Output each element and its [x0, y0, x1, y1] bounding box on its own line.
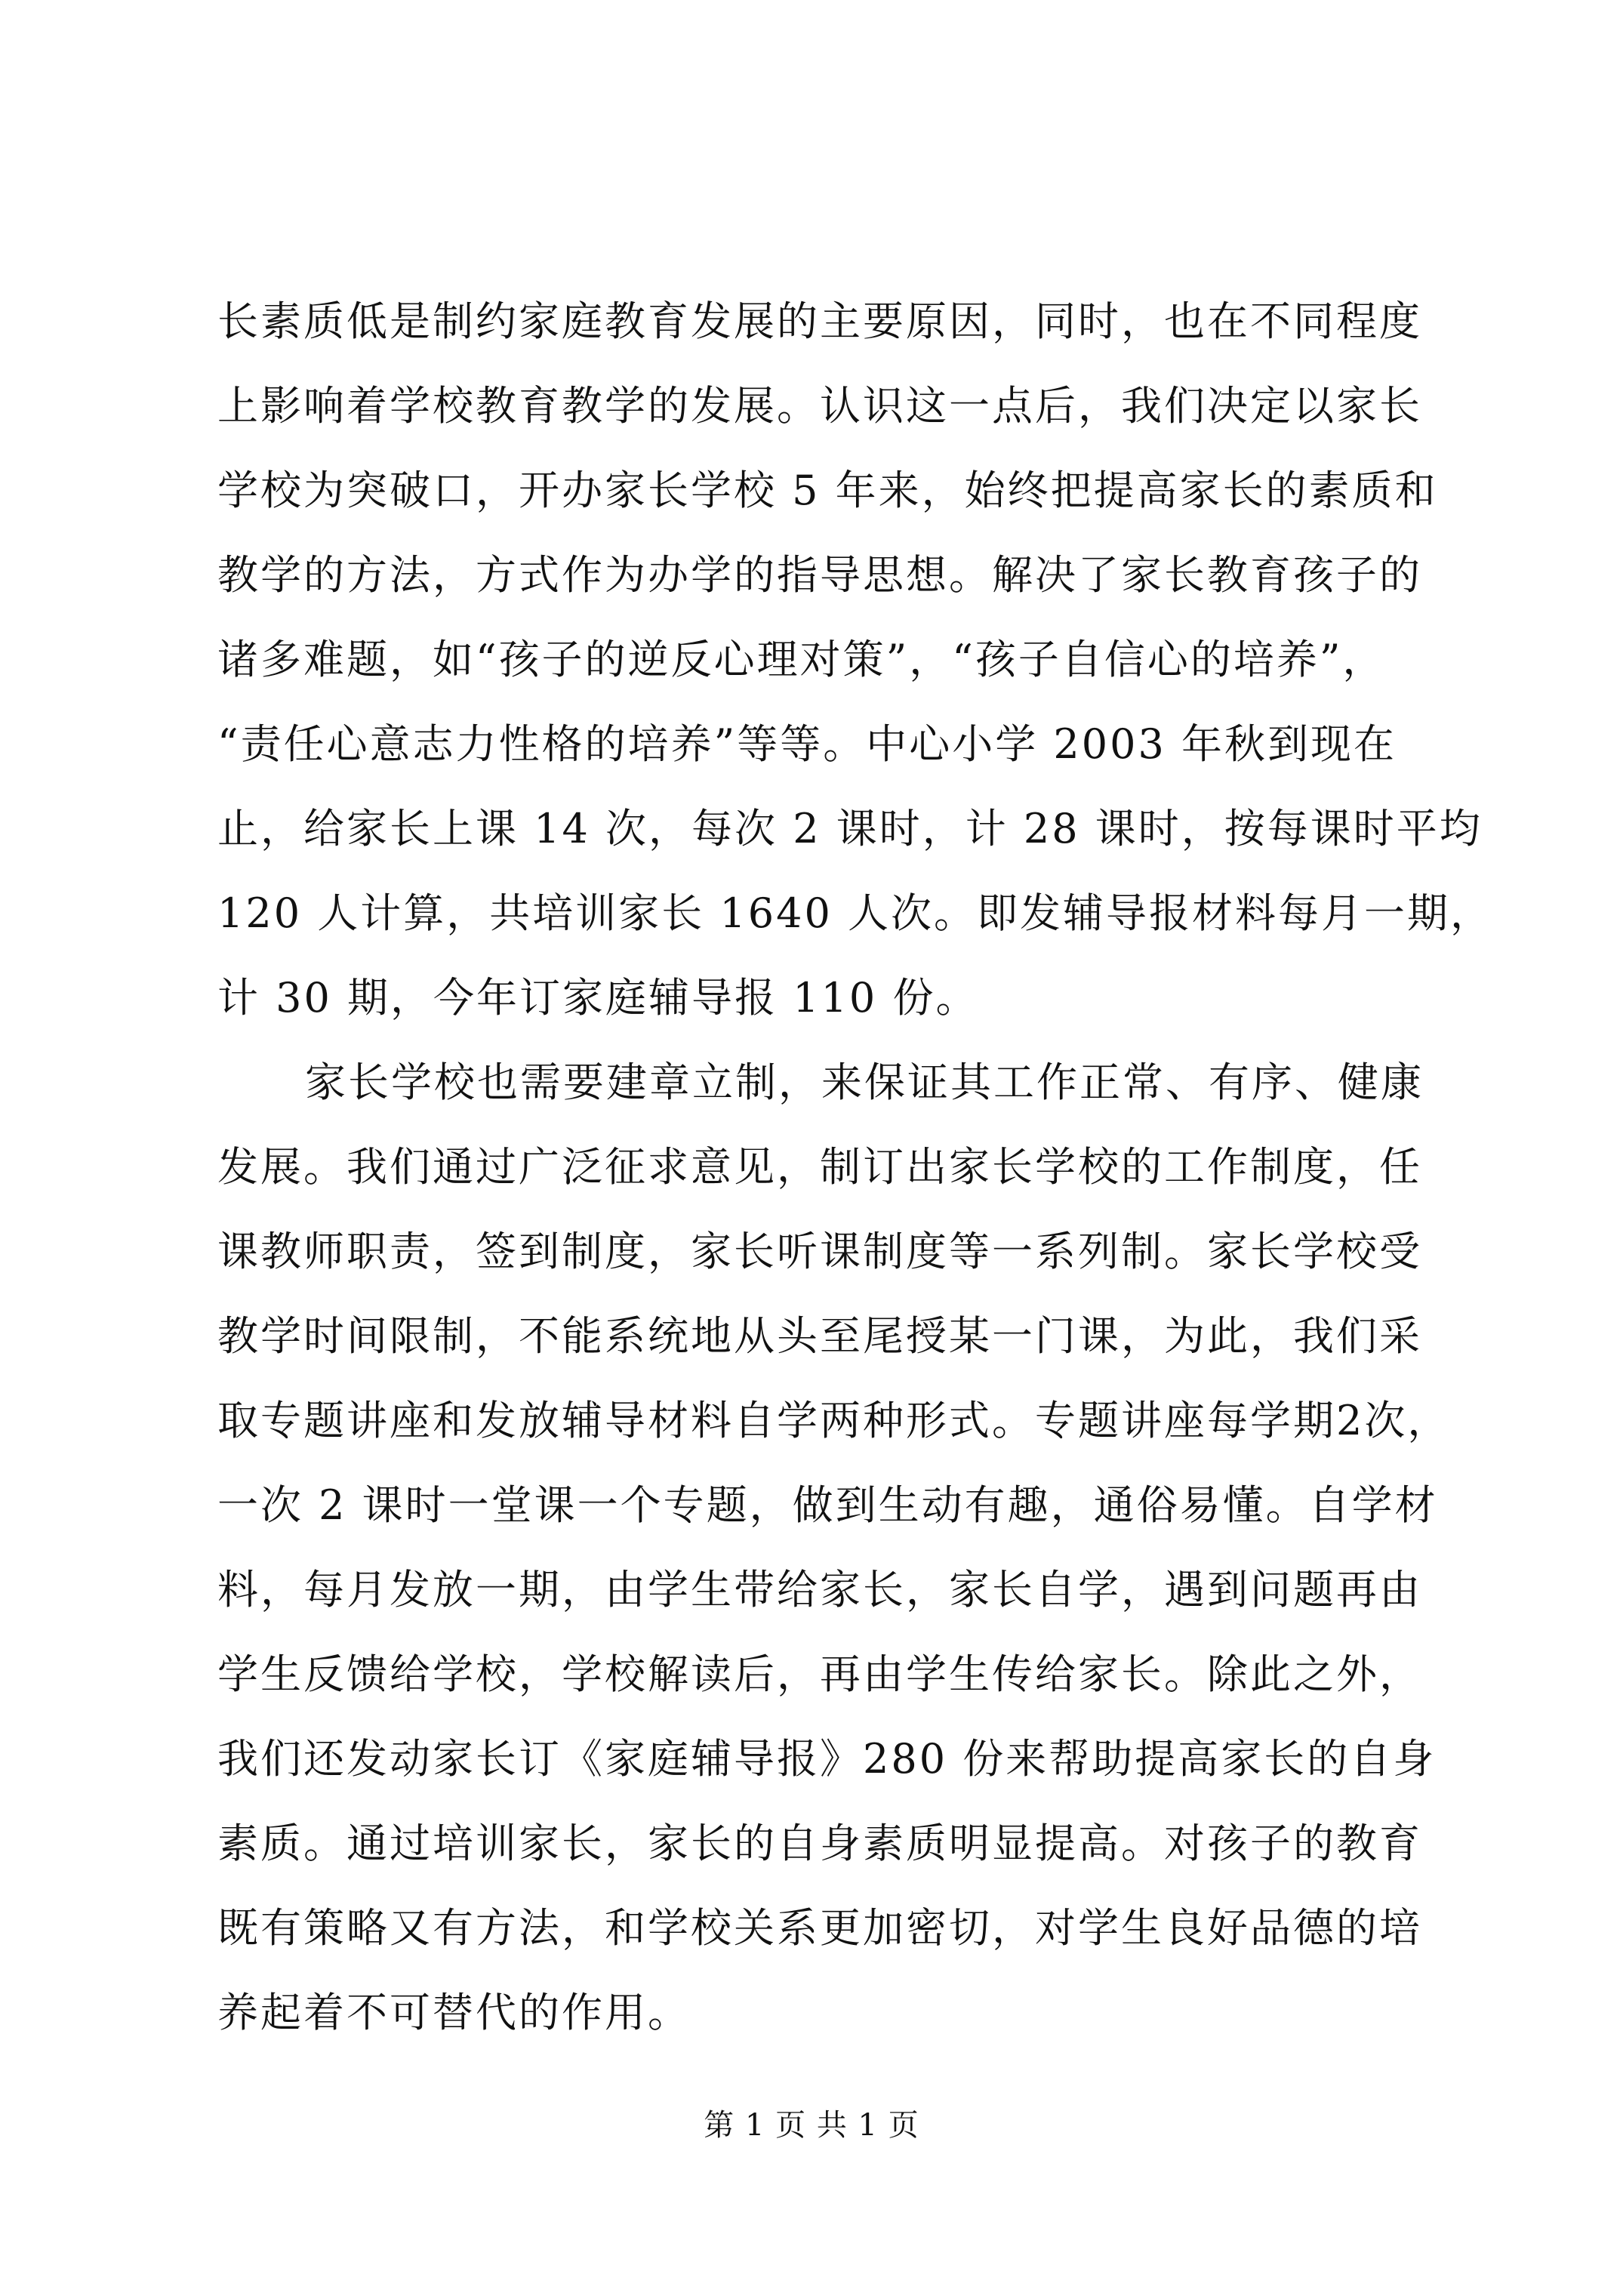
text-line: 一次 2 课时一堂课一个专题，做到生动有趣，通俗易懂。自学材 — [217, 1481, 1438, 1529]
text-line: 止，给家长上课 14 次，每次 2 课时，计 28 课时，按每课时平均 — [217, 805, 1483, 852]
text-line: 学校为突破口，开办家长学校 5 年来，始终把提高家长的素质和 — [217, 467, 1438, 514]
body-text — [217, 279, 1493, 2055]
text-line: 发展。我们通过广泛征求意见，制订出家长学校的工作制度，任 — [217, 1143, 1422, 1191]
text-line: 我们还发动家长订《家庭辅导报》280 份来帮助提高家长的自身 — [217, 1735, 1437, 1783]
text-line: 课教师职责，签到制度，家长听课制度等一系列制。家长学校受 — [217, 1228, 1422, 1275]
text-line: 取专题讲座和发放辅导材料自学两种形式。专题讲座每学期2次， — [217, 1397, 1451, 1444]
text-line: “责任心意志力性格的培养”等等。中心小学 2003 年秋到现在 — [217, 720, 1397, 768]
text-line: 教学的方法，方式作为办学的指导思想。解决了家长教育孩子的 — [217, 551, 1422, 599]
text-line: 上影响着学校教育教学的发展。认识这一点后，我们决定以家长 — [217, 382, 1422, 430]
text-line: 诸多难题，如“孩子的逆反心理对策”，“孩子自信心的培养”， — [217, 636, 1386, 683]
text-line: 既有策略又有方法，和学校关系更加密切，对学生良好品德的培 — [217, 1904, 1422, 1952]
text-line: 教学时间限制，不能系统地从头至尾授某一门课，为此，我们采 — [217, 1312, 1422, 1360]
text-line: 素质。通过培训家长，家长的自身素质明显提高。对孩子的教育 — [217, 1820, 1422, 1867]
text-line: 料，每月发放一期，由学生带给家长，家长自学，遇到问题再由 — [217, 1566, 1422, 1613]
text-line: 计 30 期，今年订家庭辅导报 110 份。 — [217, 974, 979, 1022]
paragraph-start-line: 家长学校也需要建章立制，来保证其工作正常、有序、健康 — [305, 1059, 1424, 1106]
text-line: 长素质低是制约家庭教育发展的主要原因，同时，也在不同程度 — [217, 297, 1422, 345]
page-footer: 第 1 页 共 1 页 — [704, 2108, 919, 2143]
text-line: 养起着不可替代的作用。 — [217, 1989, 691, 2036]
text-line: 学生反馈给学校，学校解读后，再由学生传给家长。除此之外， — [217, 1650, 1422, 1698]
text-line: 120 人计算，共培训家长 1640 人次。即发辅导报材料每月一期， — [217, 889, 1493, 937]
